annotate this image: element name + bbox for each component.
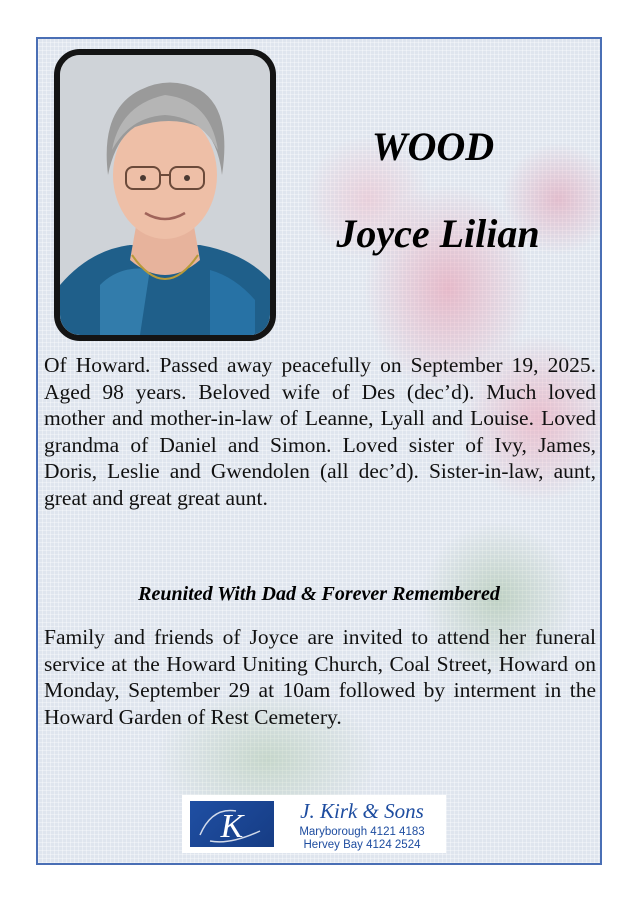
- phone-maryborough: Maryborough 4121 4183: [299, 826, 425, 838]
- kirk-k-logo-icon: [190, 801, 274, 847]
- phone-hervey-bay: Hervey Bay 4124 2524: [303, 839, 421, 851]
- obituary-notice: [36, 37, 602, 865]
- funeral-details-paragraph: Family and friends of Joyce are invited to attend her funeral service at the Howard Uniting Church, Coal Street, Howard on Monday, September 29 at 10am followed by interment in the Howard Garden of Rest Cemetery.: [44, 625, 596, 729]
- k-monogram-icon: [190, 801, 274, 847]
- tribute-line: Reunited With Dad & Forever Remembered: [138, 583, 500, 605]
- obituary-paragraph: Of Howard. Passed away peacefully on September 19, 2025. Aged 98 years. Beloved wife of Des (dec’d). Much loved mother and mother-in-law of Leanne, Lyall and Louise. Loved grandma of Daniel and Simon. Loved sister of Ivy, James, Doris, Leslie and Gwendolen (all dec’d). Sister-in-law, aunt, great and great great aunt.: [44, 353, 596, 510]
- given-names-heading: Joyce Lilian: [336, 211, 540, 256]
- portrait-illustration: [60, 55, 270, 335]
- surname-heading: WOOD: [371, 124, 495, 169]
- portrait-photo: [54, 49, 276, 341]
- funeral-director-logo: [182, 795, 446, 853]
- funeral-director-name: J. Kirk & Sons: [300, 799, 424, 823]
- logo-letter: K: [220, 808, 244, 845]
